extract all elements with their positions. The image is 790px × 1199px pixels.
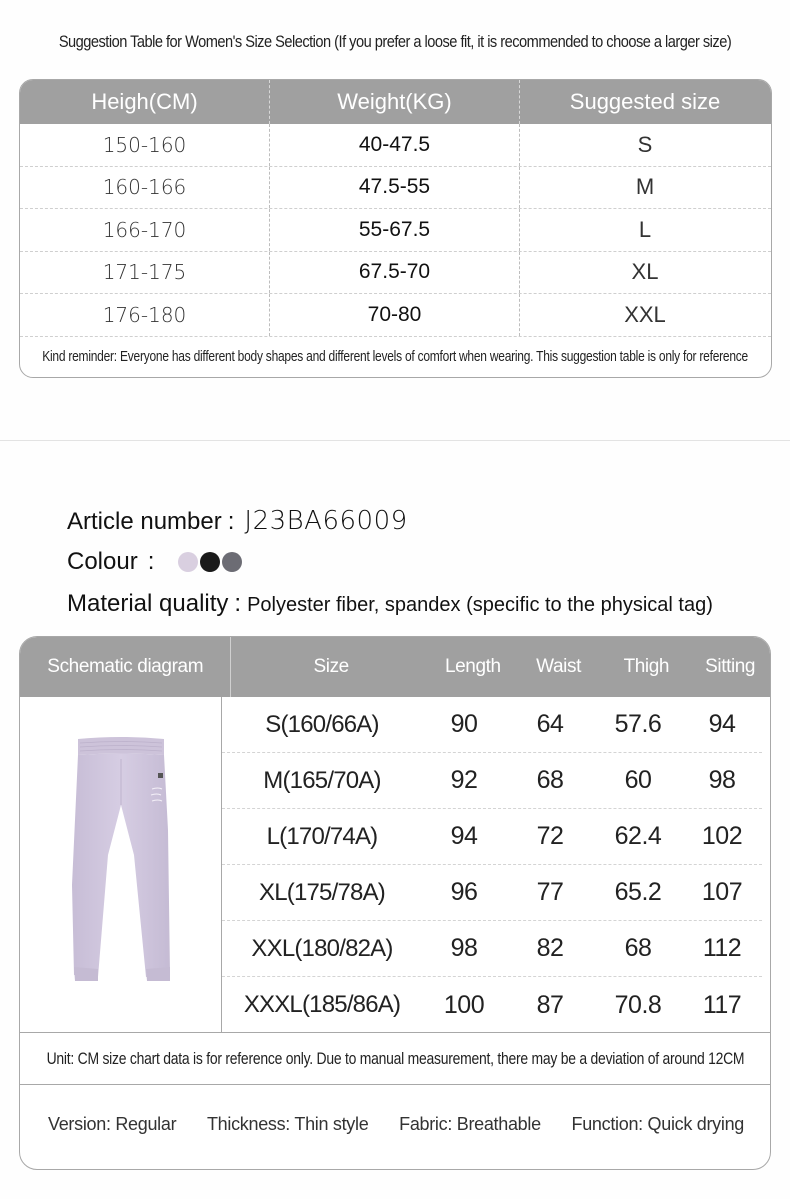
material-label: Material quality [67,590,229,617]
article-value: J23BA66009 [244,506,408,536]
table-row [222,865,762,921]
colour-swatch-grey[interactable] [222,552,242,572]
cell-size: XXL [624,301,666,327]
cell-waist: 72 [536,822,564,850]
cell-weight: 47.5-55 [270,167,520,209]
table-header [20,80,771,124]
colour-swatch-black[interactable] [200,552,220,572]
header-length: Length [444,656,501,677]
cell-thigh: 62.4 [614,822,662,850]
size-chart-table [19,636,771,1170]
cell-size: XXXL(185/86A) [243,991,401,1018]
cell-length: 100 [443,990,485,1019]
cell-size: XXL(180/82A) [251,934,393,962]
table-header [20,637,770,697]
separator: : [227,508,235,535]
cell-size: M [635,174,655,200]
feature-fabric: Fabric: Breathable [399,1113,541,1134]
section-divider [0,440,790,441]
separator: : [147,548,155,575]
header-size: Size [313,656,349,677]
header-schematic-diagram: Schematic diagram [20,637,231,697]
table-row [222,697,762,753]
cell-waist: 77 [536,878,564,906]
header-weight: Weight(KG) [270,80,520,124]
cell-size: S(160/66A) [265,710,379,738]
material-value: Polyester fiber, spandex (specific to the physical tag) [247,594,713,616]
cell-sitting: 98 [708,766,736,794]
colour-row [67,548,242,576]
cell-height: 150-160 [20,124,270,166]
colour-swatch-lavender[interactable] [178,552,198,572]
cell-sitting: 102 [701,822,743,850]
cell-waist: 68 [536,766,564,794]
separator: : [234,590,242,617]
pants-schematic-image [20,697,222,1032]
cell-length: 94 [450,822,478,850]
cell-size: L [638,216,652,242]
cell-sitting: 117 [702,990,742,1019]
table-row [20,209,771,252]
feature-function: Function: Quick drying [571,1113,744,1134]
cell-thigh: 57.6 [614,710,662,738]
table-row [222,753,762,809]
colour-label: Colour [67,548,138,575]
product-features [20,1085,770,1169]
feature-thickness: Thickness: Thin style [206,1113,369,1134]
table-row [222,921,762,977]
cell-thigh: 70.8 [614,990,662,1019]
measurement-note-text: Unit: CM size chart data is for reference only. Due to manual measurement, there may be a deviation of around 12CM [46,1048,744,1068]
cell-length: 96 [450,878,478,906]
measurement-note [20,1033,770,1085]
cell-length: 90 [450,710,478,738]
pants-icon [66,735,176,995]
cell-length: 98 [450,934,478,962]
cell-height: 176-180 [20,294,270,336]
table-row [222,809,762,865]
cell-sitting: 107 [701,878,743,906]
cell-thigh: 65.2 [614,878,662,906]
material-quality [67,590,713,618]
cell-weight: 55-67.5 [270,209,520,251]
cell-height: 171-175 [20,252,270,294]
cell-size: L(170/74A) [266,822,378,850]
cell-height: 166-170 [20,209,270,251]
cell-height: 160-166 [20,167,270,209]
cell-thigh: 68 [624,934,652,962]
kind-reminder-note [20,337,771,377]
cell-size: S [637,131,653,157]
header-height: Heigh(CM) [20,80,270,124]
cell-size: M(165/70A) [263,766,381,794]
table-row [20,252,771,295]
header-waist: Waist [536,656,581,677]
table-row [20,124,771,167]
cell-length: 92 [450,766,478,794]
cell-waist: 82 [536,934,564,962]
cell-weight: 40-47.5 [270,124,520,166]
header-thigh: Thigh [623,656,670,677]
cell-thigh: 60 [624,766,652,794]
size-suggestion-title: Suggestion Table for Women's Size Selection (If you prefer a loose fit, it is recommended to choose a larger size) [58,32,732,51]
cell-sitting: 94 [708,710,736,738]
article-label: Article number [67,508,222,535]
feature-version: Version: Regular [48,1113,177,1134]
header-sitting: Sitting [705,656,756,677]
size-suggestion-table [19,79,772,378]
cell-waist: 87 [536,990,564,1019]
kind-reminder-text: Kind reminder: Everyone has different body shapes and different levels of comfort when wearing. This suggestion table is only for reference [42,348,749,365]
size-chart-body [20,697,770,1033]
table-row [222,977,762,1033]
table-row [20,167,771,210]
article-number [67,506,408,536]
cell-weight: 67.5-70 [270,252,520,294]
cell-weight: 70-80 [270,294,520,336]
cell-waist: 64 [536,710,564,738]
size-chart-rows [222,697,770,1032]
header-suggested-size: Suggested size [569,89,721,114]
cell-size: XL(175/78A) [259,878,385,906]
cell-size: XL [631,259,659,285]
table-row [20,294,771,337]
cell-sitting: 112 [702,934,742,962]
